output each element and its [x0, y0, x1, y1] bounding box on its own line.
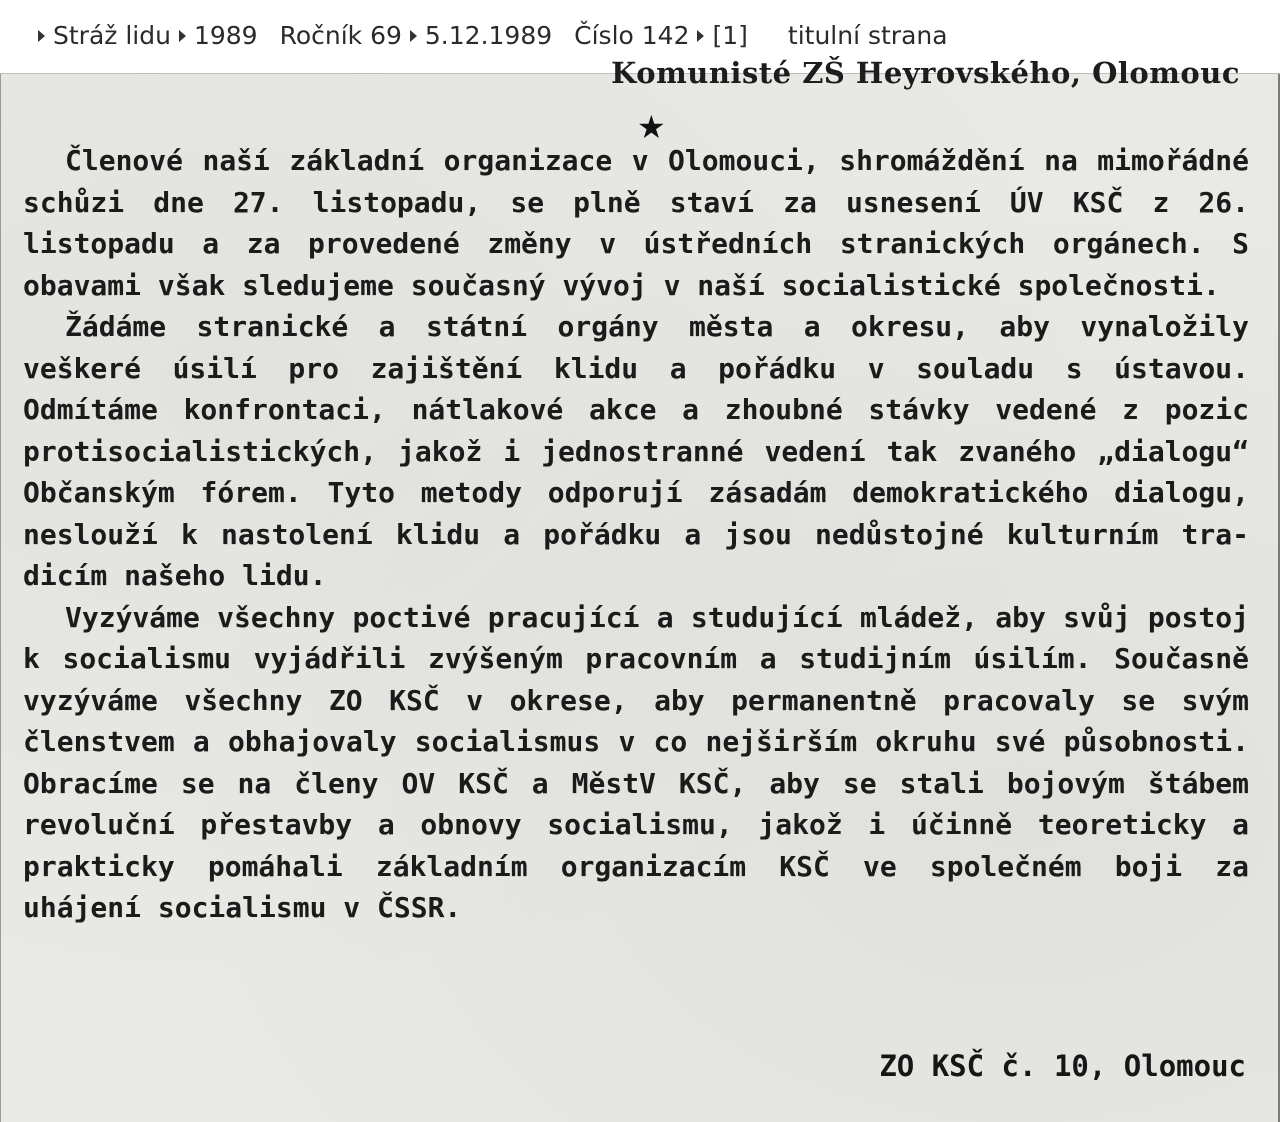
breadcrumb-date[interactable]: 5.12.1989 — [424, 21, 553, 50]
breadcrumb-page-label: titulní strana — [787, 21, 948, 50]
article-paragraph: Žádáme stranické a státní orgány města a okresu, aby vynaložily veškeré úsilí pro zajištění klidu a pořádku v souladu s ústavou. Odmítáme konfrontaci, nátlakové akce a zhoubné stávky vedené z pozic protisocialistických, jakož i jednostranné vedení tak zvaného „dialogu“ Občanským fórem. Tyto metody odporují zásadám demokratického dialogu, neslouží k nastolení klidu a pořádku a jsou nedůstojné kulturním tradicím našeho lidu. — [23, 310, 1249, 592]
breadcrumb-volume[interactable]: Ročník 69 — [279, 21, 402, 50]
breadcrumb-page[interactable]: [1] — [712, 21, 748, 50]
breadcrumb-arrow-icon — [697, 30, 704, 42]
scan-image — [0, 56, 1278, 1122]
article-paragraph: Členové naší základní organizace v Olomouci, shromáždění na mimořádné schůzi dne 27. listopadu, se plně staví za usnesení ÚV KSČ z 26. listopadu a za provedené změny v ústředních stranických orgánech. S obavami však sledujeme současný vývoj v naší socialistické společnosti. — [23, 144, 1249, 302]
breadcrumb-issue[interactable]: Číslo 142 — [574, 21, 690, 50]
breadcrumb-arrow-icon — [38, 30, 45, 42]
star-separator-icon: ★ — [637, 108, 666, 146]
newspaper-scan — [0, 56, 1280, 1122]
breadcrumb-year[interactable]: 1989 — [193, 21, 258, 50]
article-paragraph: Vyzýváme všechny poctivé pracující a studující mládež, aby svůj postoj k socialismu vyjádřili zvýšeným pracovním a studijním úsilím. Současně vyzýváme všechny ZO KSČ v okrese, aby permanentně pracovaly se svým členstvem a obhajovaly socialismus v co nejširším okruhu své působnosti. Obracíme se na členy OV KSČ a MěstV KSČ, aby se stali bojovým štábem revoluční přestavby a obnovy socialismu, jakož i účinně teoreticky a prakticky pomáhali základním organizacím KSČ ve společném boji za uhájení socialismu v ČSSR. — [23, 600, 1249, 924]
article-signature: ZO KSČ č. 10, Olomouc — [879, 1049, 1246, 1083]
article-heading-cropped: Komunisté ZŠ Heyrovského, Olomouc — [611, 56, 1240, 90]
breadcrumb-periodical[interactable]: Stráž lidu — [53, 21, 171, 50]
article-body — [23, 140, 1249, 929]
breadcrumb — [38, 21, 948, 50]
breadcrumb-arrow-icon — [410, 30, 417, 42]
breadcrumb-arrow-icon — [179, 30, 186, 42]
